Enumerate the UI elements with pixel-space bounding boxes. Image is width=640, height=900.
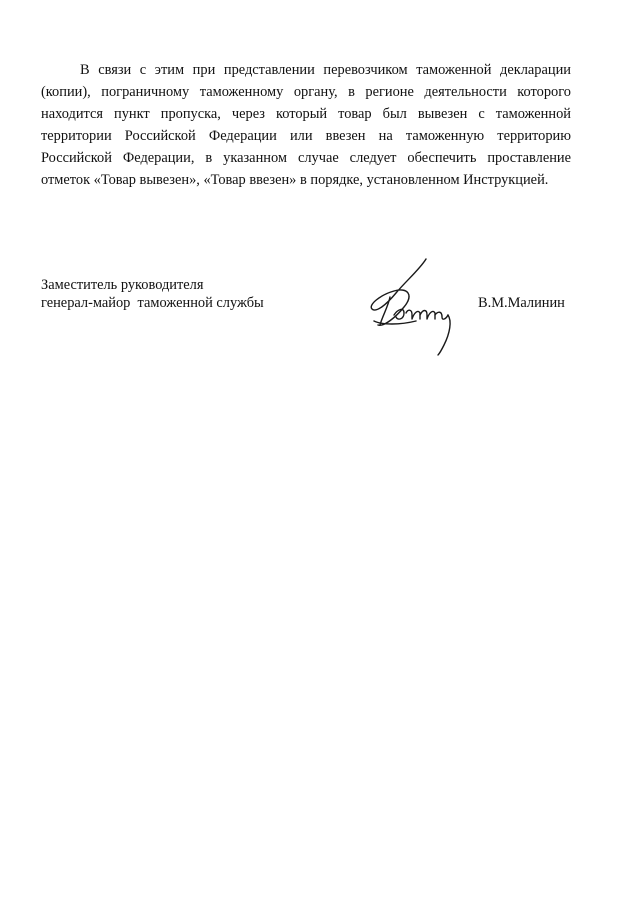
position-line-2: генерал-майор таможенной службы xyxy=(41,295,264,311)
signatory-name: В.М.Малинин xyxy=(478,295,565,311)
handwritten-signature xyxy=(360,255,470,360)
body-paragraph: В связи с этим при представлении перевозчиком таможенной декларации (копии), пограничному таможенному органу, в регионе деятельности которого находится пункт пропуска, через который товар был вывезен с таможенной территории Российской Федерации или ввезен на таможенную территорию Российской Федерации, в указанном случае следует обеспечить проставление отметок «Товар вывезен», «Товар ввезен» в порядке, установленном Инструкцией. xyxy=(41,62,571,188)
position-line-1: Заместитель руководителя xyxy=(41,277,204,293)
